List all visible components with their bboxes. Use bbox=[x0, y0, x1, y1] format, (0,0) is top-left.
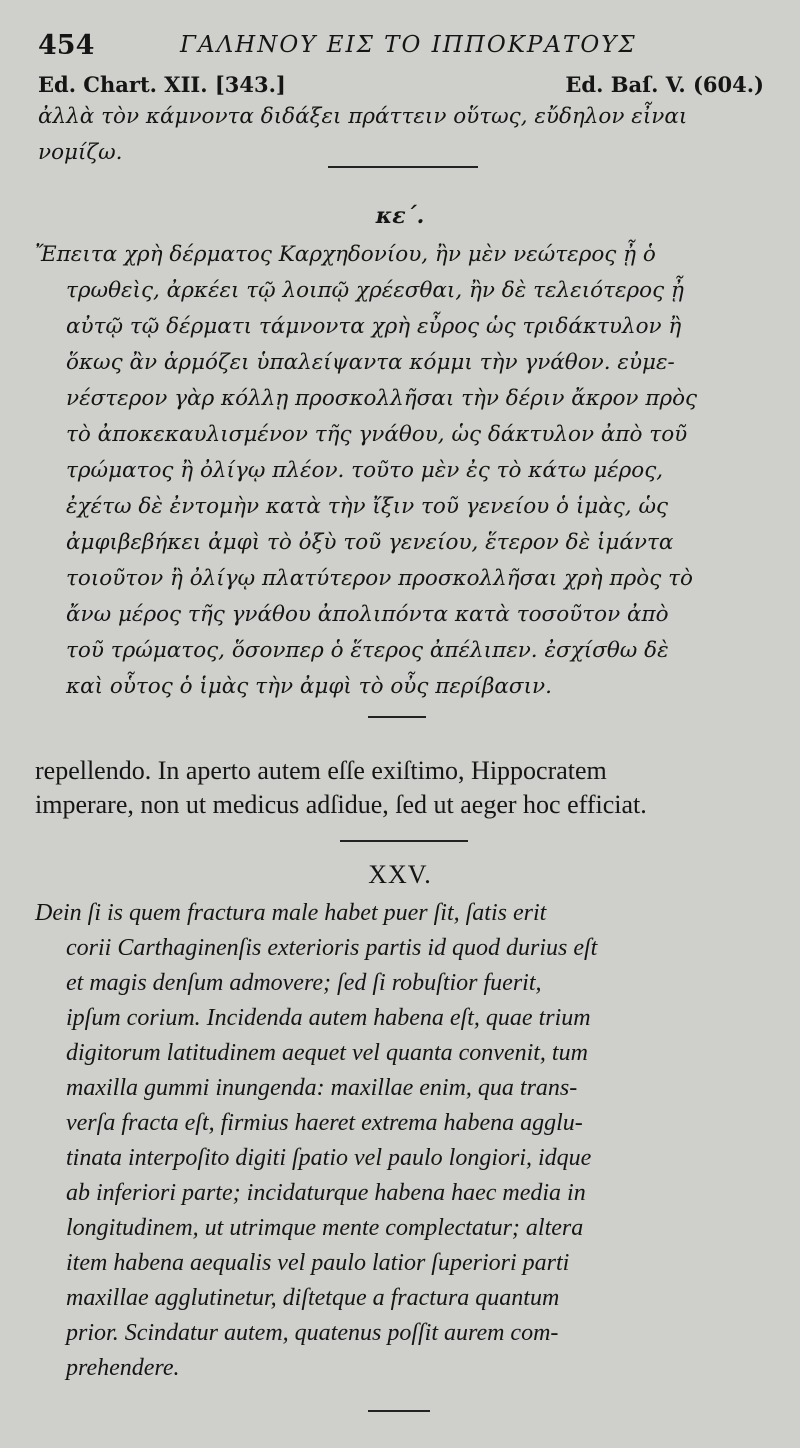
latin-intro-line: imperare, non ut medicus adſidue, ſed ut aeger hoc efficiat. bbox=[35, 790, 647, 819]
latin-line: et magis denſum admovere; ſed ſi robuſtior fuerit, bbox=[66, 970, 542, 996]
greek-intro-line: ἀλλὰ τὸν κάμνοντα διδάξει πράττειν οὕτως, εὔδηλον εἶναι bbox=[38, 104, 688, 129]
section-divider bbox=[328, 166, 478, 168]
greek-line: αὐτῷ τῷ δέρματι τάμνοντα χρὴ εὖρος ὡς τριδάκτυλον ἢ bbox=[66, 314, 682, 339]
greek-line: ὅκως ἂν ἁρμόζει ὑπαλείψαντα κόμμι τὴν γνάθον. εὐμε- bbox=[66, 350, 675, 375]
latin-intro-line: repellendo. In aperto autem eſſe exiſtimo, Hippocratem bbox=[35, 756, 607, 785]
edition-reference-left: Ed. Chart. XII. [343.] bbox=[38, 72, 286, 97]
section-divider bbox=[368, 1410, 430, 1412]
greek-intro-line: νομίζω. bbox=[38, 140, 123, 165]
latin-line: ipſum corium. Incidenda autem habena eſt, quae trium bbox=[66, 1005, 591, 1031]
latin-section-number: XXV. bbox=[368, 860, 432, 889]
latin-line: prior. Scindatur autem, quatenus poſſit aurem com- bbox=[66, 1320, 559, 1346]
latin-line: item habena aequalis vel paulo latior ſuperiori parti bbox=[66, 1250, 570, 1276]
latin-line: Dein ſi is quem fractura male habet puer ſit, ſatis erit bbox=[35, 900, 547, 926]
latin-line: maxillae agglutinetur, diſtetque a fractura quantum bbox=[66, 1285, 560, 1311]
greek-line: τοῦ τρώματος, ὅσονπερ ὁ ἕτερος ἀπέλιπεν. ἐσχίσθω δὲ bbox=[66, 638, 669, 663]
latin-line: maxilla gummi inungenda: maxillae enim, qua trans- bbox=[66, 1075, 578, 1101]
section-divider bbox=[368, 716, 426, 718]
latin-line: tinata interpoſito digiti ſpatio vel paulo longiori, idque bbox=[66, 1145, 592, 1171]
greek-line: τοιοῦτον ἢ ὀλίγῳ πλατύτερον προσκολλῆσαι χρὴ πρὸς τὸ bbox=[66, 566, 693, 591]
greek-line: ἀμφιβεβήκει ἀμφὶ τὸ ὀξὺ τοῦ γενείου, ἕτερον δὲ ἱμάντα bbox=[66, 530, 674, 555]
latin-line: corii Carthaginenſis exterioris partis id quod durius eſt bbox=[66, 935, 598, 961]
greek-line: τρώματος ἢ ὀλίγῳ πλέον. τοῦτο μὲν ἐς τὸ κάτω μέρος, bbox=[66, 458, 664, 483]
latin-line: digitorum latitudinem aequet vel quanta convenit, tum bbox=[66, 1040, 588, 1066]
greek-section-number: κε΄. bbox=[375, 203, 425, 229]
greek-line: τὸ ἀποκεκαυλισμένον τῆς γνάθου, ὡς δάκτυλον ἀπὸ τοῦ bbox=[66, 422, 688, 447]
latin-line: longitudinem, ut utrimque mente complectatur; altera bbox=[66, 1215, 584, 1241]
greek-line: τρωθεὶς, ἀρκέει τῷ λοιπῷ χρέεσθαι, ἢν δὲ τελειότερος ᾖ bbox=[66, 278, 684, 303]
greek-line: ἐχέτω δὲ ἐντομὴν κατὰ τὴν ἴξιν τοῦ γενείου ὁ ἱμὰς, ὡς bbox=[66, 494, 669, 519]
greek-line: νέστερον γὰρ κόλλῃ προσκολλῆσαι τὴν δέριν ἄκρον πρὸς bbox=[66, 386, 698, 411]
section-divider bbox=[340, 840, 468, 842]
running-title: ΓΑΛΗΝΟΥ ΕΙΣ ΤΟ ΙΠΠΟΚΡΑΤΟΥΣ bbox=[180, 32, 637, 58]
edition-reference-right: Ed. Baſ. V. (604.) bbox=[565, 72, 764, 97]
greek-line: καὶ οὗτος ὁ ἱμὰς τὴν ἀμφὶ τὸ οὖς περίβασιν. bbox=[66, 674, 552, 699]
latin-line: verſa fracta eſt, firmius haeret extrema habena agglu- bbox=[66, 1110, 583, 1136]
greek-line: ἄνω μέρος τῆς γνάθου ἀπολιπόντα κατὰ τοσοῦτον ἀπὸ bbox=[66, 602, 669, 627]
greek-line: Ἔπειτα χρὴ δέρματος Καρχηδονίου, ἢν μὲν νεώτερος ᾖ ὁ bbox=[35, 242, 656, 267]
latin-line: prehendere. bbox=[66, 1355, 180, 1381]
page-number: 454 bbox=[38, 30, 95, 61]
latin-line: ab inferiori parte; incidaturque habena haec media in bbox=[66, 1180, 586, 1206]
